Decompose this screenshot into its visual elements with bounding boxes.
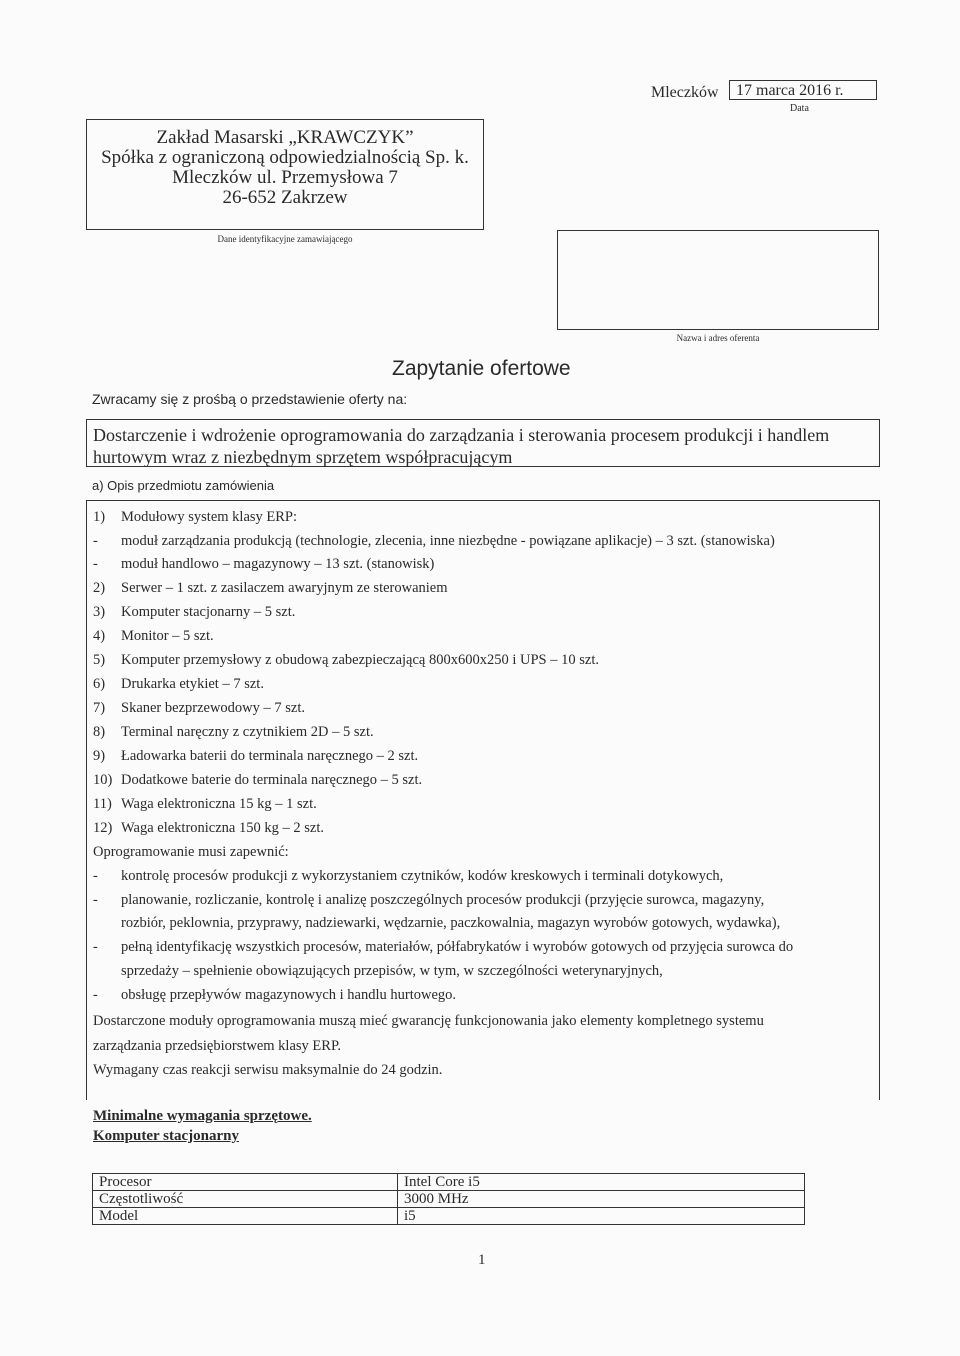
list-item: 8) Terminal naręczny z czytnikiem 2D – 5 szt. (93, 724, 374, 740)
order-description-box (86, 500, 880, 1100)
list-item: 10) Dodatkowe baterie do terminala naręcznego – 5 szt. (93, 772, 423, 788)
list-item: 3) Komputer stacjonarny – 5 szt. (93, 604, 296, 620)
spec-label: Procesor (93, 1174, 398, 1191)
spec-value: i5 (398, 1208, 805, 1225)
desktop-heading: Komputer stacjonarny (93, 1128, 239, 1144)
list-item: 7) Skaner bezprzewodowy – 7 szt. (93, 700, 306, 716)
subject-box: Dostarczenie i wdrożenie oprogramowania do zarządzania i sterowania procesem produkcji i handlem hurtowym wraz z niezbędnym sprzętem współpracującym (86, 419, 880, 467)
spec-label: Częstotliwość (93, 1191, 398, 1208)
date-field: 17 marca 2016 r. (729, 80, 877, 100)
software-requirement: - pełną identyfikację wszystkich procesów, materiałów, półfabrykatów i wyrobów gotowych od przyjęcia surowca do (93, 939, 794, 955)
buyer-line: Zakład Masarski „KRAWCZYK” (156, 127, 414, 148)
buyer-line: Mleczków ul. Przemysłowa 7 (172, 167, 398, 188)
list-item: 4) Monitor – 5 szt. (93, 628, 214, 644)
software-requirement-continued: sprzedaży – spełnienie obowiązujących przepisów, w tym, w szczególności weterynaryjnych, (121, 963, 663, 979)
closing-text: zarządzania przedsiębiorstwem klasy ERP. (93, 1038, 342, 1054)
buyer-line: 26-652 Zakrzew (222, 187, 348, 208)
page-number: 1 (478, 1252, 486, 1268)
list-item: - moduł handlowo – magazynowy – 13 szt. (stanowisk) (93, 556, 435, 572)
spec-value: Intel Core i5 (398, 1174, 805, 1191)
buyer-details-box (86, 119, 484, 230)
description-heading: a) Opis przedmiotu zamówienia (92, 478, 275, 493)
closing-text: Wymagany czas reakcji serwisu maksymalnie do 24 godzin. (93, 1062, 443, 1078)
buyer-line: Spółka z ograniczoną odpowiedzialnością Sp. k. (101, 147, 469, 168)
software-requirement: - obsługę przepływów magazynowych i handlu hurtowego. (93, 987, 457, 1003)
list-item: 11) Waga elektroniczna 15 kg – 1 szt. (93, 796, 317, 812)
list-item: - moduł zarządzania produkcją (technologie, zlecenia, inne niezbędne - powiązane aplikacje) – 3 szt. (stanowiska) (93, 533, 775, 549)
offerer-caption: Nazwa i adres oferenta (676, 333, 760, 343)
list-item: 1) Modułowy system klasy ERP: (93, 509, 298, 525)
list-item: 12) Waga elektroniczna 150 kg – 2 szt. (93, 820, 324, 836)
specs-table (92, 1173, 805, 1225)
place-label: Mleczków (651, 84, 719, 101)
table-row (93, 1191, 805, 1208)
software-requirement: - planowanie, rozliczanie, kontrolę i analizę poszczególnych procesów produkcji (przyjęcie surowca, magazyny, (93, 892, 765, 908)
closing-text: Dostarczone moduły oprogramowania muszą mieć gwarancję funkcjonowania jako elementy kompletnego systemu (93, 1013, 764, 1029)
list-item: 6) Drukarka etykiet – 7 szt. (93, 676, 264, 692)
table-row (93, 1208, 805, 1225)
buyer-caption: Dane identyfikacyjne zamawiającego (217, 234, 353, 244)
date-caption: Data (790, 103, 809, 114)
intro-text: Zwracamy się z prośbą o przedstawienie oferty na: (92, 391, 408, 407)
document-title: Zapytanie ofertowe (392, 357, 571, 380)
software-requirement-continued: rozbiór, peklownia, przyprawy, nadziewarki, wędzarnie, paczkowalnia, magazyn wyrobów gotowych, wydawka), (121, 915, 781, 931)
list-item: 9) Ładowarka baterii do terminala naręcznego – 2 szt. (93, 748, 419, 764)
offerer-details-box (557, 230, 879, 330)
software-heading: Oprogramowanie musi zapewnić: (93, 844, 289, 860)
list-item: 5) Komputer przemysłowy z obudową zabezpieczającą 800x600x250 i UPS – 10 szt. (93, 652, 599, 668)
list-item: 2) Serwer – 1 szt. z zasilaczem awaryjnym ze sterowaniem (93, 580, 448, 596)
spec-value: 3000 MHz (398, 1191, 805, 1208)
table-row (93, 1174, 805, 1191)
spec-label: Model (93, 1208, 398, 1225)
min-requirements-heading: Minimalne wymagania sprzętowe. (93, 1108, 312, 1124)
software-requirement: - kontrolę procesów produkcji z wykorzystaniem czytników, kodów kreskowych i terminali dotykowych, (93, 868, 724, 884)
